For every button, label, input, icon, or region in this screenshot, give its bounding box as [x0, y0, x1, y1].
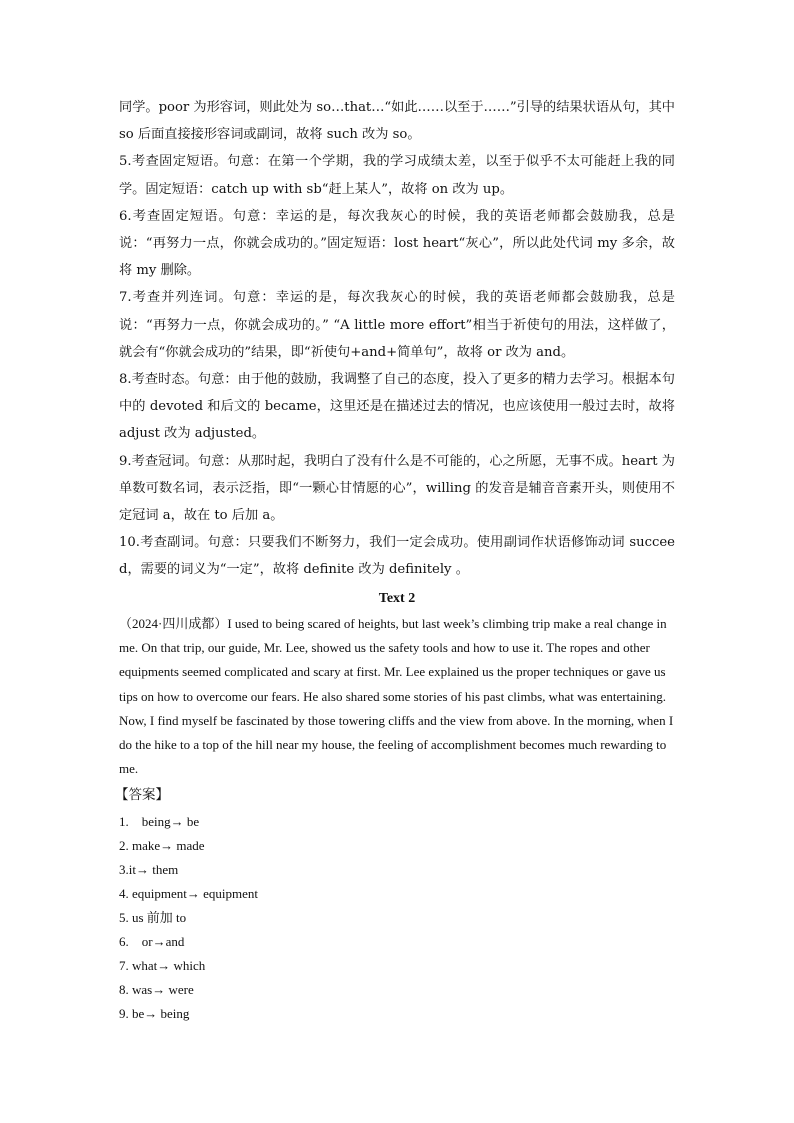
explanation-paragraph-8: 8.考查时态。句意：由于他的鼓励，我调整了自己的态度，投入了更多的精力去学习。根据本句中的 devoted 和后文的 became，这里还是在描述过去的情况，也应该使用一般过去时，故将 adjust 改为 adjusted。 — [119, 372, 675, 442]
answer-item: 9. be→ being — [119, 1006, 190, 1022]
answer-item: 8. was→ were — [119, 982, 194, 998]
explanation-paragraph-6: 6.考查固定短语。句意：幸运的是，每次我灰心的时候，我的英语老师都会鼓励我，总是说：“再努力一点，你就会成功的。”固定短语：lost heart“灰心”，所以此处代词 my 多余，故将 my 删除。 — [119, 208, 675, 279]
answer-item: 1. being→ be — [119, 813, 200, 829]
explanation-paragraph-9: 9.考查冠词。句意：从那时起，我明白了没有什么是不可能的，心之所愿，无事不成。heart 为单数可数名词，表示泛指，即“一颗心甘情愿的心”，willing 的发音是辅音音素开头，则使用不定冠词 a，故在 to 后加 a。 — [119, 453, 675, 524]
explanation-paragraph-7: 7.考查并列连词。句意：幸运的是，每次我灰心的时候，我的英语老师都会鼓励我，总是说：“再努力一点，你就会成功的。” “A little more effort”相当于祈使句的用法，这样做了，就会有“你就会成功的”结果，即“祈使句+and+简单句”，故将 or 改为 and。 — [119, 290, 675, 360]
explanation-paragraph-4-continued: 同学。poor 为形容词，则此处为 so…that…“如此……以至于……”引导的结果状语从句，其中 so 后面直接接形容词或副词，故将 such 改为 so。 — [119, 100, 675, 143]
answer-item: 2. make→ made — [119, 837, 205, 853]
page-content — [115, 94, 675, 1027]
answer-item: 7. what→ which — [119, 958, 206, 974]
explanation-paragraph-5: 5.考查固定短语。句意：在第一个学期，我的学习成绩太差，以至于似乎不太可能赶上我的同学。固定短语：catch up with sb“赶上某人”，故将 on 改为 up。 — [119, 154, 675, 197]
answer-heading: 【答案】 — [115, 786, 169, 803]
reading-passage: （2024·四川成都）I used to being scared of heights, but last week’s climbing trip make a real change in me. On that trip, our guide, Mr. Lee, showed us the safety tools and how to use it. The ropes and other equipments seemed complicated and scary at first. Mr. Lee explained us the proper techniques or gave us tips on how to overcome our fears. He also shared some stories of his past climbs, what was entertaining. Now, I find myself be fascinated by those towering cliffs and the view from above. In the morning, when I do the hike to a top of the hill near my house, the feeling of accomplishment becomes much rewarding to me. — [119, 615, 674, 777]
explanation-paragraph-10: 10.考查副词。句意：只要我们不断努力，我们一定会成功。使用副词作状语修饰动词 succeed，需要的词义为“一定”，故将 definite 改为 definitely 。 — [119, 535, 675, 578]
answer-item: 6. or→and — [119, 934, 185, 950]
section-title: Text 2 — [378, 590, 416, 606]
answer-list — [119, 810, 675, 1027]
answer-item: 4. equipment→ equipment — [119, 886, 259, 902]
answer-item: 3.it→ them — [119, 861, 179, 877]
answer-item: 5. us 前加 to — [119, 910, 187, 926]
